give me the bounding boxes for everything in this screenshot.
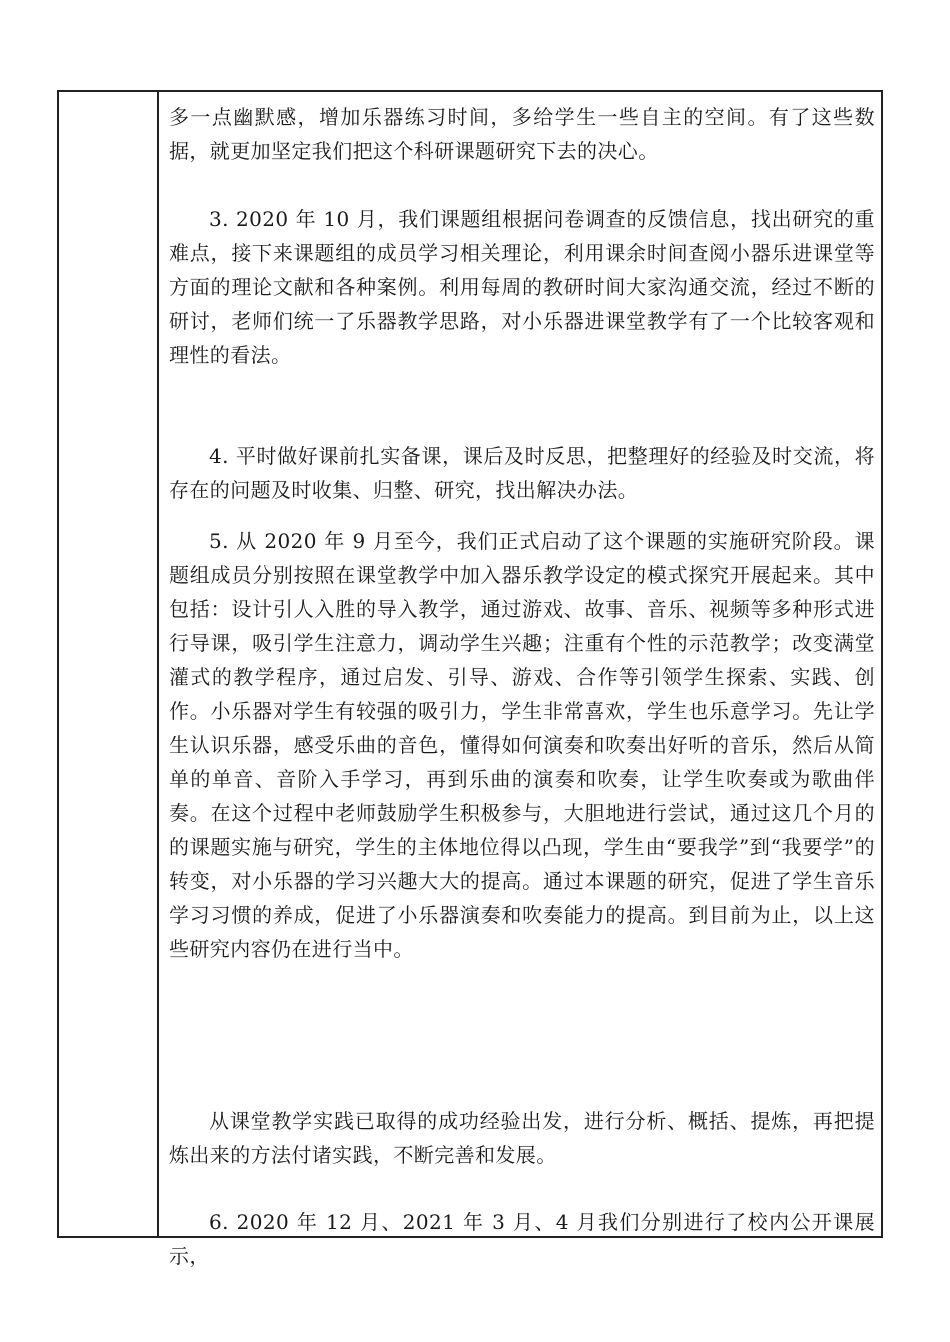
paragraph-1: 多一点幽默感，增加乐器练习时间，多给学生一些自主的空间。有了这些数据，就更加坚定我们把这个科研课题研究下去的决心。 [169, 105, 875, 163]
paragraph-5: 从课堂教学实践已取得的成功经验出发，进行分析、概括、提炼，再把提炼出来的方法付诸实践，不断完善和发展。 [169, 1109, 875, 1167]
paragraph-4: 5. 从 2020 年 9 月至今，我们正式启动了这个课题的实施研究阶段。课题组成员分别按照在课堂教学中加入器乐教学设定的模式探究开展起来。其中包括：设计引人入胜的导入教学，通过游戏、故事、音乐、视频等多种形式进行导课，吸引学生注意力，调动学生兴趣；注重有个性的示范教学；改变满堂灌式的教学程序，通过启发、引导、游戏、合作等引领学生探索、实践、创作。小乐器对学生有较强的吸引力，学生非常喜欢，学生也乐意学习。先让学生认识乐器，感受乐曲的音色，懂得如何演奏和吹奏出好听的音乐，然后从简单的单音、音阶入手学习，再到乐曲的演奏和吹奏，让学生吹奏或为歌曲伴奏。在这个过程中老师鼓励学生积极参与，大胆地进行尝试，通过这几个月的的课题实施与研究，学生的主体地位得以凸现，学生由“要我学”到“我要学”的转变，对小乐器的学习兴趣大大的提高。通过本课题的研究，促进了学生音乐学习习惯的养成，促进了小乐器演奏和吹奏能力的提高。到目前为止，以上这些研究内容仍在进行当中。 [169, 529, 875, 961]
document-table [57, 90, 883, 1268]
paragraph-2: 3. 2020 年 10 月，我们课题组根据问卷调查的反馈信息，找出研究的重难点，接下来课题组的成员学习相关理论，利用课余时间查阅小器乐进课堂等方面的理论文献和各种案例。利用每周的教研时间大家沟通交流，经过不断的研讨，老师们统一了乐器教学思路，对小乐器进课堂教学有了一个比较客观和理性的看法。 [169, 207, 875, 367]
paragraph-3: 4. 平时做好课前扎实备课，课后及时反思，把整理好的经验及时交流，将存在的问题及时收集、归整、研究，找出解决办法。 [169, 444, 875, 502]
left-label-column [59, 92, 159, 1236]
paragraph-6: 6. 2020 年 12 月、2021 年 3 月、4 月我们分别进行了校内公开课展示， [169, 1210, 875, 1268]
content-cell [169, 92, 875, 1268]
